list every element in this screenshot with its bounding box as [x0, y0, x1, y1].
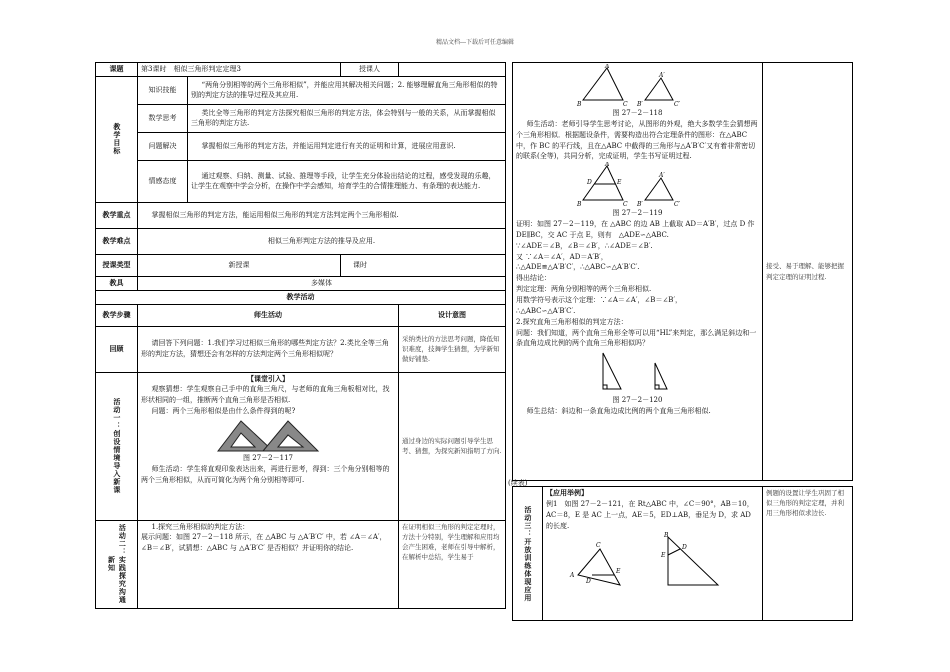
proof-line-1: 证明：如图 27－2－119，在 △ABC 的边 AB 上截取 AD＝A′B′，过点 D 作 DE∥BC，交 AC 于点 E，则有 △ADE∽△ABC.: [516, 220, 755, 239]
goal-text-4: 通过观察、归纳、测量、试验、推理等手段，让学生充分体验出结论的过程，感受发现的乐趣，让学生在观察中学会分析，在操作中学会感知，培育学生的合情推理能力、有条理的表达能力.: [188, 160, 506, 202]
activity1-label: 活动一：创设情境导入新课: [96, 372, 138, 520]
svg-text:A: A: [569, 572, 574, 580]
steps-label: 教学步骤: [96, 304, 138, 326]
activities-title: 教学活动: [96, 290, 506, 304]
svg-text:E: E: [660, 552, 665, 560]
svg-text:D: D: [681, 544, 687, 552]
difficulty-text: 相似三角形判定方法的推导及应用.: [138, 228, 506, 254]
review-label: 回顾: [96, 326, 138, 372]
key-point-text: 掌握相似三角形的判定方法，能运用相似三角形的判定方法判定两个三角形相似.: [138, 202, 506, 228]
activity1-text-3: 师生活动：学生将直观印象表达出来，再进行思考，得到：三个角分别相等的两个三角形相似，从而可简化为两个角分别相等即可.: [141, 464, 390, 484]
proof-line-3: 又 ∵∠A＝∠A′，AD＝A′B′，: [516, 252, 608, 261]
svg-text:A: A: [604, 64, 609, 70]
proof-line-2: ∵∠ADE＝∠B，∠B＝∠B′，∴∠ADE＝∠B′.: [516, 241, 653, 250]
key-point-label: 教学重点: [96, 202, 138, 228]
proof-line-10: 问题：我们知道，两个直角三角形全等可以用“HL”来判定，那么满足斜边和一条直角边成比例的两个直角三角形相似吗？: [516, 328, 757, 348]
svg-text:C′: C′: [673, 201, 680, 209]
application-table: [512, 486, 853, 621]
svg-text:A′: A′: [658, 172, 665, 180]
class-type-label: 授课类型: [96, 254, 138, 276]
svg-text:D: D: [585, 578, 591, 586]
svg-text:E: E: [615, 568, 620, 576]
proof-design: 接受、易于理解、能够把握判定定理的证明过程.: [763, 63, 853, 481]
proof-line-9: 2.探究直角三角形相似的判定方法：: [516, 317, 628, 326]
teacher-value: [399, 63, 506, 77]
activity3-content: [543, 487, 763, 621]
proof-line-8: ∴△ABC∽△A′B′C′.: [516, 306, 576, 315]
continuation-table: [512, 62, 853, 481]
activity2-text-1: 1.探究三角形相似的判定方法：: [151, 522, 250, 531]
goal-key-4: 情感态度: [138, 160, 188, 202]
difficulty-label: 教学难点: [96, 228, 138, 254]
svg-text:C: C: [622, 101, 628, 108]
goal-key-3: 问题解决: [138, 132, 188, 160]
right-triangles-figure-120: [573, 349, 703, 395]
svg-text:D: D: [586, 179, 592, 187]
svg-text:C′: C′: [673, 101, 680, 108]
goal-text-2: 类比全等三角形的判定方法探究相似三角形的判定方法，体会特别与一般的关系，从而掌握相似三角形的判定方法.: [188, 104, 506, 132]
figure-117-caption: 图 27－2－117: [243, 453, 293, 462]
continued-label: (续表): [508, 479, 528, 487]
svg-text:A′: A′: [658, 72, 665, 79]
activity3-title: 【应用举例】: [546, 488, 588, 497]
svg-text:C: C: [622, 201, 628, 209]
activity3-design: 例题的设置让学生巩固了相似三角形的判定定理，并利用三角形相似求边长.: [763, 487, 853, 621]
triangles-figure-119: [573, 162, 703, 208]
proof-line-7: 用数学符号表示这个定理：∵∠A＝∠A′，∠B＝∠B′，: [516, 295, 683, 304]
period-label: 课时: [341, 254, 506, 276]
goals-label: 教学目标: [96, 76, 138, 202]
activity2-text-2: 展示问题：如图 27－2－118 所示，在 △ABC 与 △A′B′C′ 中，若 ∠A＝∠A′，∠B＝∠B′，试猜想：△ABC 与 △A′B′C′ 是否相似？并证明你的结论.: [141, 533, 387, 553]
figure-118-caption: 图 27－2－118: [612, 109, 663, 117]
goal-text-1: “两角分别相等的两个三角形相似”，并能应用其解决相关问题；2. 能够理解直角三角形相似的特别的判定方法的推导过程及其应用.: [188, 76, 506, 104]
triangle-rulers-figure-117: [213, 417, 323, 453]
svg-text:B: B: [576, 201, 581, 209]
activity3-label: 活动三：开放训练体现应用: [513, 487, 543, 621]
teacher-label: 授课人: [341, 63, 399, 77]
activity1-title: 【课堂引入】: [247, 373, 289, 383]
class-type-value: 新授课: [138, 254, 341, 276]
goal-key-1: 知识技能: [138, 76, 188, 104]
activity2-content: [138, 520, 399, 608]
svg-text:A: A: [604, 162, 609, 169]
page-header: 精品文档---下载后可任意编辑: [435, 39, 515, 46]
aids-label: 教具: [96, 276, 138, 290]
activity1-text-2: 问题：两个三角形相似是由什么条件得到的呢?: [151, 407, 296, 416]
proof-line-6: 判定定理：两角分别相等的两个三角形相似.: [516, 285, 652, 294]
example-figure-121: [568, 531, 738, 587]
summary-text: 师生总结：斜边和一条直角边成比例的两个直角三角形相似.: [526, 407, 711, 416]
figure-119-caption: 图 27－2－119: [612, 209, 663, 218]
review-design: 采纳类比的方法思考问题，降低知识难度，技舞学生猜想，为学新知做好铺垫.: [399, 326, 506, 372]
svg-text:B: B: [663, 532, 668, 540]
aids-value: 多媒体: [138, 276, 506, 290]
proof-line-4: ∴△ADE≌△A′B′C′，∴△ABC∽△A′B′C′.: [516, 263, 640, 272]
svg-text:C: C: [595, 542, 601, 550]
proof-line-5: 得出结论：: [516, 274, 551, 283]
topic-value: 第3课时 相似三角形判定定理3: [138, 63, 341, 77]
svg-text:B: B: [576, 101, 581, 108]
activity1-text-1: 观察猜想：学生观察自己手中的直角三角尺，与老师的直角三角板相对比，找形状相同的一组，推断两个直角三角形是否相似.: [141, 385, 390, 405]
svg-text:B′: B′: [636, 201, 643, 209]
example1-text: 例1 如图 27－2－121，在 Rt△ABC 中，∠C＝90°，AB＝10，AC＝8，E 是 AC 上一点，AE＝5，ED⊥AB，垂足为 D，求 AD 的长度.: [546, 499, 754, 530]
goal-text-3: 掌握相似三角形的判定方法，并能运用判定进行有关的证明和计算，进展应用意识.: [188, 132, 506, 160]
triangles-figure-118: [573, 64, 703, 108]
lesson-plan-table: [95, 62, 506, 609]
review-text: 请回答下列问题：1.我们学习过相似三角形的哪些判定方法？2.类比全等三角形的判定方法，猜想还会有怎样的方法判定两个三角形相似呢？: [138, 326, 399, 372]
activity1-design: 通过身边的实际问题引导学生思考、猜想，为探究新知指明了方向.: [399, 372, 506, 520]
design-col-header: 设计意图: [399, 304, 506, 326]
topic-label: 课题: [96, 63, 138, 77]
goal-key-2: 数学思考: [138, 104, 188, 132]
activity1-content: [138, 372, 399, 520]
teacher-activity-text: 师生活动：老师引导学生思考讨论，从图形的外观，绝大多数学生会猜想两个三角形相似．根据题设条件，需要构造出符合定理条件的图形：在△ABC 中，作 BC 的平行线，且在△ABC 中截得的三角形与△A′B′C′又有着非常密切的联系(全等)，共同分析，完成证明，学生书写证明过程.: [516, 119, 758, 161]
activity2-label: 活动二：实践探究沟通新知: [96, 520, 138, 608]
activity-col-header: 师生活动: [138, 304, 399, 326]
figure-120-caption: 图 27－2－120: [612, 396, 663, 405]
proof-content: [513, 63, 763, 481]
svg-text:E: E: [616, 179, 621, 187]
svg-text:B′: B′: [636, 101, 643, 108]
activity2-design: 在证明相似三角形的判定定理时，方法十分特别，学生理解和应用均会产生困难，老师在引导中解析，在解析中总结，学生易于: [399, 520, 506, 608]
